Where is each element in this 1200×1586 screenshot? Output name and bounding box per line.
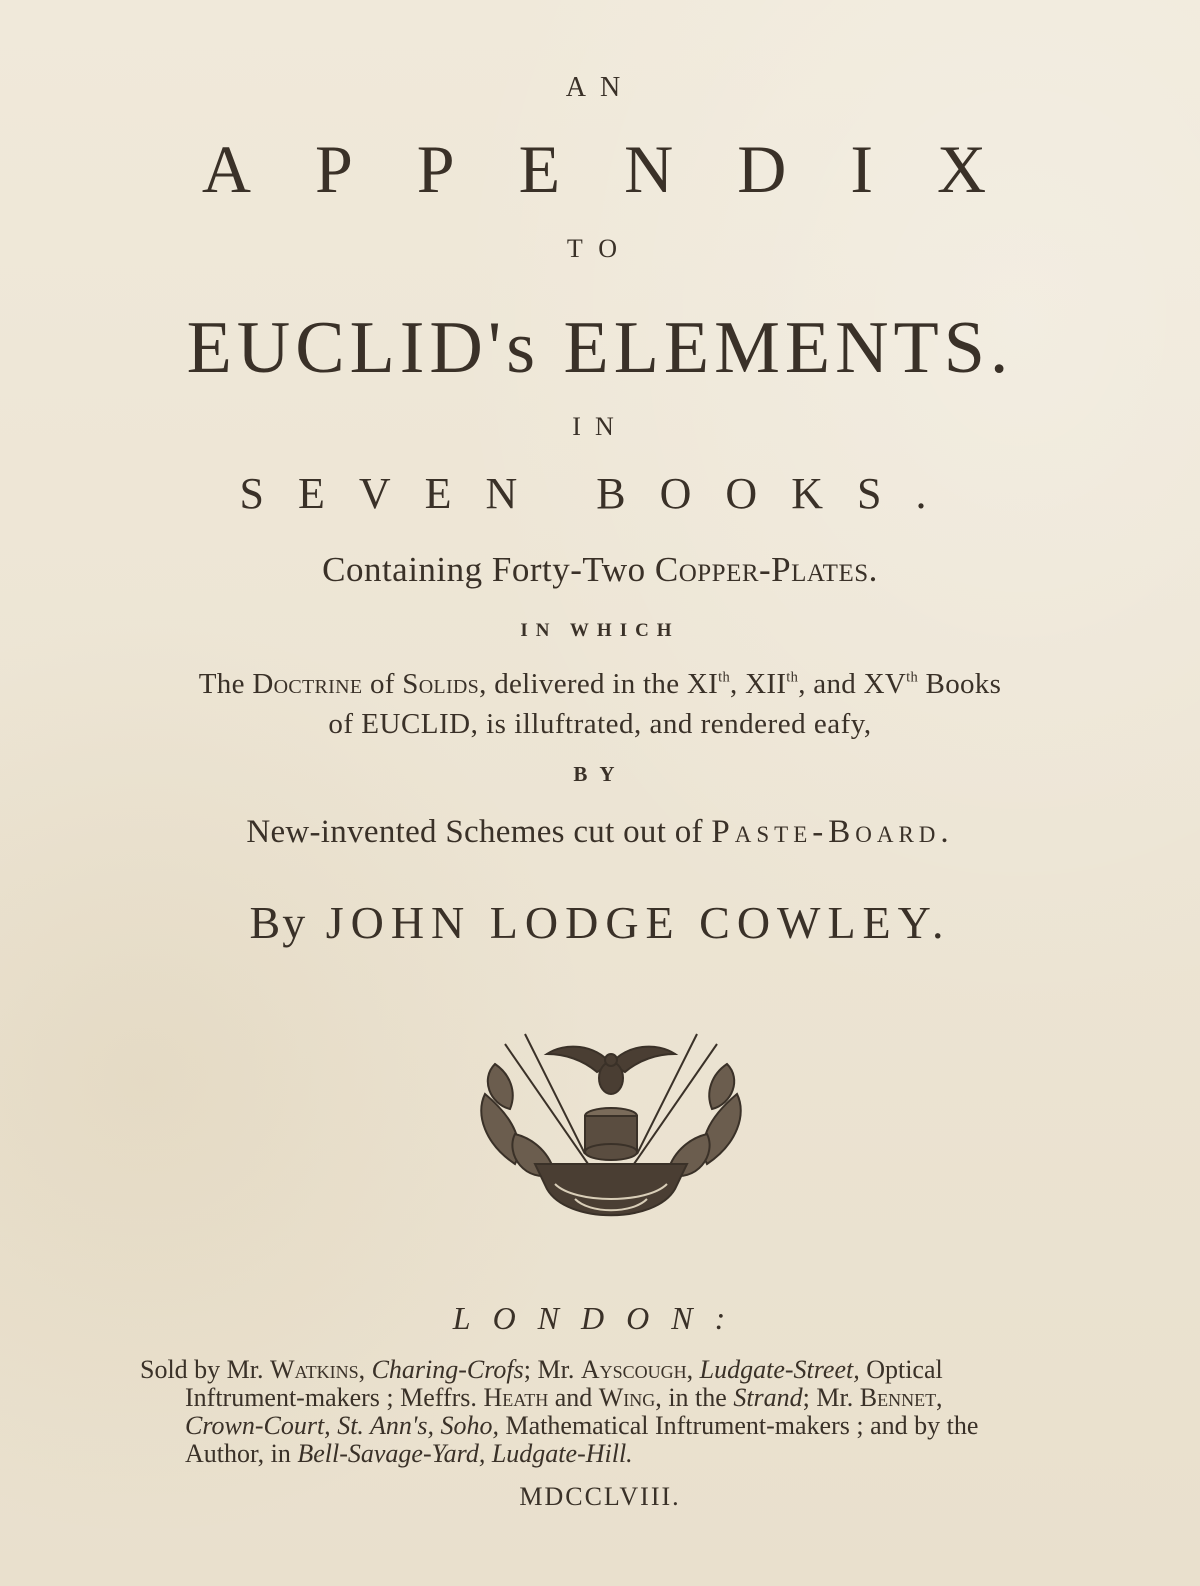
imprint-mr-2: ; Mr. xyxy=(802,1383,854,1412)
imprint-wing: Wing, xyxy=(598,1383,662,1412)
author-line xyxy=(0,896,1200,949)
text-delivered: delivered in the XI xyxy=(494,668,719,700)
text-the: The xyxy=(198,668,245,700)
sup-th-1: th xyxy=(718,669,731,686)
containing-line xyxy=(0,550,1200,590)
imprint-ludgate-hill: Ludgate-Hill. xyxy=(491,1439,633,1468)
imprint-line-1 xyxy=(140,1356,1080,1384)
sup-th-3: th xyxy=(906,669,918,686)
imprint-strand: Strand xyxy=(733,1383,803,1412)
heading-an: AN xyxy=(565,72,635,103)
imprint-heath: Heath xyxy=(483,1383,549,1412)
heading-seven-books: SEVEN BOOKS. xyxy=(239,469,961,518)
imprint-mr: ; Mr. xyxy=(523,1355,575,1384)
imprint-sold-by: Sold by Mr. xyxy=(140,1355,264,1384)
imprint-author-in: Author, in xyxy=(185,1439,291,1468)
imprint-ayscough: Ayscough, xyxy=(580,1355,694,1384)
imprint-mathematical: Mathematical Inftrument-makers ; and by the xyxy=(505,1411,979,1440)
imprint-line-4 xyxy=(185,1440,1125,1468)
by-line: BY xyxy=(573,762,627,786)
in-which-line: IN WHICH xyxy=(520,620,680,641)
heading-in: IN xyxy=(572,412,628,441)
imprint-date: MDCCLVIII. xyxy=(519,1482,681,1511)
copper-plates-text: Copper-Plates. xyxy=(654,550,878,589)
imprint-bell-savage-yard: Bell-Savage-Yard, xyxy=(297,1439,486,1468)
heading-euclid-elements: EUCLID's ELEMENTS. xyxy=(186,307,1014,389)
doctrine-line-1 xyxy=(0,668,1200,701)
london-heading: LONDON: xyxy=(452,1300,748,1336)
imprint-ludgate-street: Ludgate-Street, xyxy=(699,1355,860,1384)
text-and-xv: , and XV xyxy=(798,668,907,700)
imprint-line-2 xyxy=(185,1384,1125,1412)
imprint-bennet: Bennet, xyxy=(859,1383,943,1412)
doctrine-line-2: of EUCLID, is illuftrated, and rendered eafy, xyxy=(328,708,872,740)
scheme-line xyxy=(0,814,1200,851)
imprint-in-the: in the xyxy=(668,1383,727,1412)
imprint-optical: Optical xyxy=(866,1355,943,1384)
author-name: JOHN LODGE COWLEY. xyxy=(325,897,951,948)
text-xii: , XII xyxy=(730,668,787,700)
imprint-and: and xyxy=(554,1383,593,1412)
imprint-st-ann: St. Ann's, xyxy=(337,1411,435,1440)
imprint-crown-court: Crown-Court, xyxy=(185,1411,331,1440)
sup-th-2: th xyxy=(786,669,799,686)
imprint-instrument-makers: Inftrument-makers ; Meffrs. xyxy=(185,1383,477,1412)
author-by: By xyxy=(249,897,308,948)
imprint-soho: Soho, xyxy=(440,1411,500,1440)
containing-text: Containing Forty-Two xyxy=(322,550,646,589)
text-doctrine: Doctrine xyxy=(252,668,363,700)
imprint-watkins: Watkins, xyxy=(270,1355,366,1384)
scheme-text: New-invented Schemes cut out of xyxy=(246,814,703,850)
text-books: Books xyxy=(918,668,1002,700)
heading-to: TO xyxy=(566,234,634,263)
heading-appendix: APPENDIX xyxy=(201,131,1051,207)
paste-board-text: Paste-Board. xyxy=(711,814,954,850)
text-of: of xyxy=(369,668,395,700)
text-solids: Solids, xyxy=(402,668,487,700)
imprint-charing-cross: Charing-Crofs xyxy=(371,1355,524,1384)
printers-ornament-image xyxy=(465,1024,757,1228)
imprint-line-3 xyxy=(185,1412,1125,1440)
